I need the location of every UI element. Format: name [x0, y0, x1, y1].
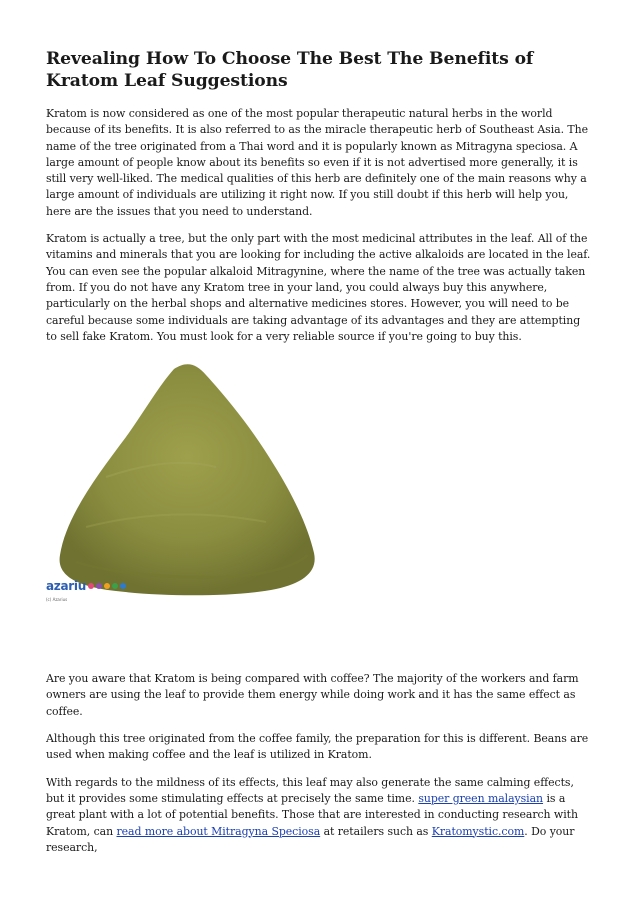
paragraph-effects: [46, 775, 594, 856]
paragraph-coffee-compare: Are you aware that Kratom is being compared with coffee? The majority of the workers and farm owners are using the leaf to provide them energy while doing work and it has the same effect as coffee.: [46, 672, 579, 718]
document-page: [46, 48, 594, 867]
link-super-green-malaysian[interactable]: super green malaysian: [418, 791, 544, 805]
link-kratomystic[interactable]: Kratomystic.com: [431, 824, 525, 838]
kratom-powder-image: [46, 357, 346, 617]
paragraph-coffee-family: Although this tree originated from the coffee family, the preparation for this is different. Beans are used when making coffee and the leaf is utilized in Kratom.: [46, 732, 589, 762]
logo-color-dots: [88, 583, 126, 589]
text-segment: is a great plant with a lot of potential benefits. Those that are interested in conducting research with Kratom, can: [46, 791, 578, 838]
text-segment: at retailers such as: [320, 824, 432, 838]
paragraph-tree-leaf: Kratom is actually a tree, but the only part with the most medicinal attributes in the leaf. All of the vitamins and minerals that you are looking for including the active alkaloids are located in the leaf. You can even see the popular alkaloid Mitragynine, where the name of the tree was actually taken from. If you do not have any Kratom tree in your land, you could always buy this anywhere, particularly on the herbal shops and alternative medicines stores. However, you will need to be careful because some individuals are taking advantage of its advantages and they are attempting to sell fake Kratom. You must look for a very reliable source if you're going to buy this.: [46, 232, 591, 343]
logo-caption: (c) Azarius: [46, 597, 68, 603]
text-segment: With regards to the mildness of its effects, this leaf may also generate the same calming effects, but it provides some stimulating effects at precisely the same time.: [46, 775, 574, 805]
text-segment: . Do your research,: [46, 824, 575, 854]
link-mitragyna-speciosa[interactable]: read more about Mitragyna Speciosa: [116, 824, 321, 838]
page-title: Revealing How To Choose The Best The Benefits of Kratom Leaf Suggestions: [46, 49, 534, 91]
paragraph-intro: Kratom is now considered as one of the most popular therapeutic natural herbs in the world because of its benefits. It is also referred to as the miracle therapeutic herb of Southeast Asia. The name of the tree originated from a Thai word and it is popularly known as Mitragyna speciosa. A large amount of people know about its benefits so even if it is not advertised more generally, it is still very well-liked. The medical qualities of this herb are definitely one of the main reasons why a large amount of individuals are utilizing it right now. If you still doubt if this herb will help you, here are the issues that you need to understand.: [46, 107, 588, 218]
azarius-logo: [46, 575, 126, 602]
logo-text: azariu: [46, 579, 86, 594]
